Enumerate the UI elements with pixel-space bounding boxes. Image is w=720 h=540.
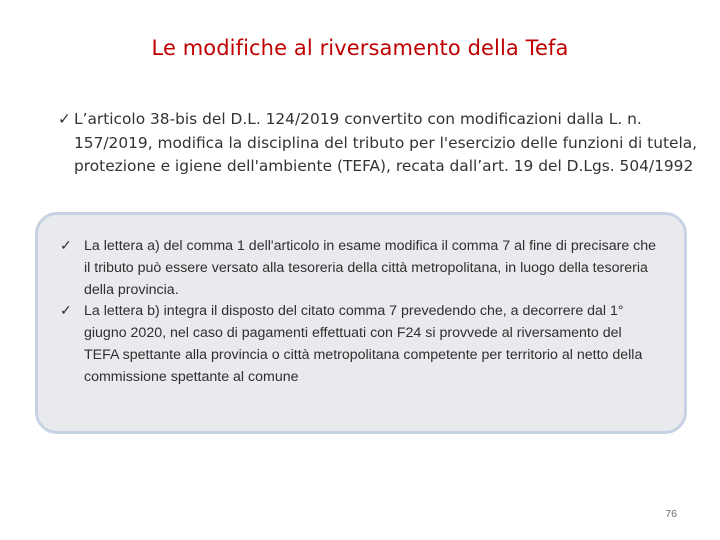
point-text: La lettera a) del comma 1 dell'articolo in esame modifica il comma 7 al fine di precisare che il tributo può essere versato alla tesoreria della città metropolitana, in luogo della tesoreria della provincia. [84,238,657,298]
intro-paragraph [58,108,704,179]
point-text: La lettera b) integra il disposto del citato comma 7 prevedendo che, a decorrere dal 1° giugno 2020, nel caso di pagamenti effettuati con F24 si provvede al riversamento del TEFA spettante alla provincia o città metropolitana competente per territorio al netto della commissione spettante al comune [84,303,643,385]
checkmark-icon: ✓ [60,303,72,320]
list-item [58,301,658,388]
checkmark-icon: ✓ [60,238,72,254]
list-item [58,236,658,301]
intro-text: L’articolo 38-bis del D.L. 124/2019 convertito con modificazioni dalla L. n. 157/2019, modifica la disciplina del tributo per l'esercizio delle funzioni di tutela, protezione e igiene dell'ambiente (TEFA), recata dall’art. 19 del D.Lgs. 504/1992 [74,110,698,175]
page-number: 76 [665,508,677,520]
checkmark-icon: ✓ [58,110,71,128]
bullet-list [58,236,658,389]
slide-title: Le modifiche al riversamento della Tefa [151,36,569,60]
